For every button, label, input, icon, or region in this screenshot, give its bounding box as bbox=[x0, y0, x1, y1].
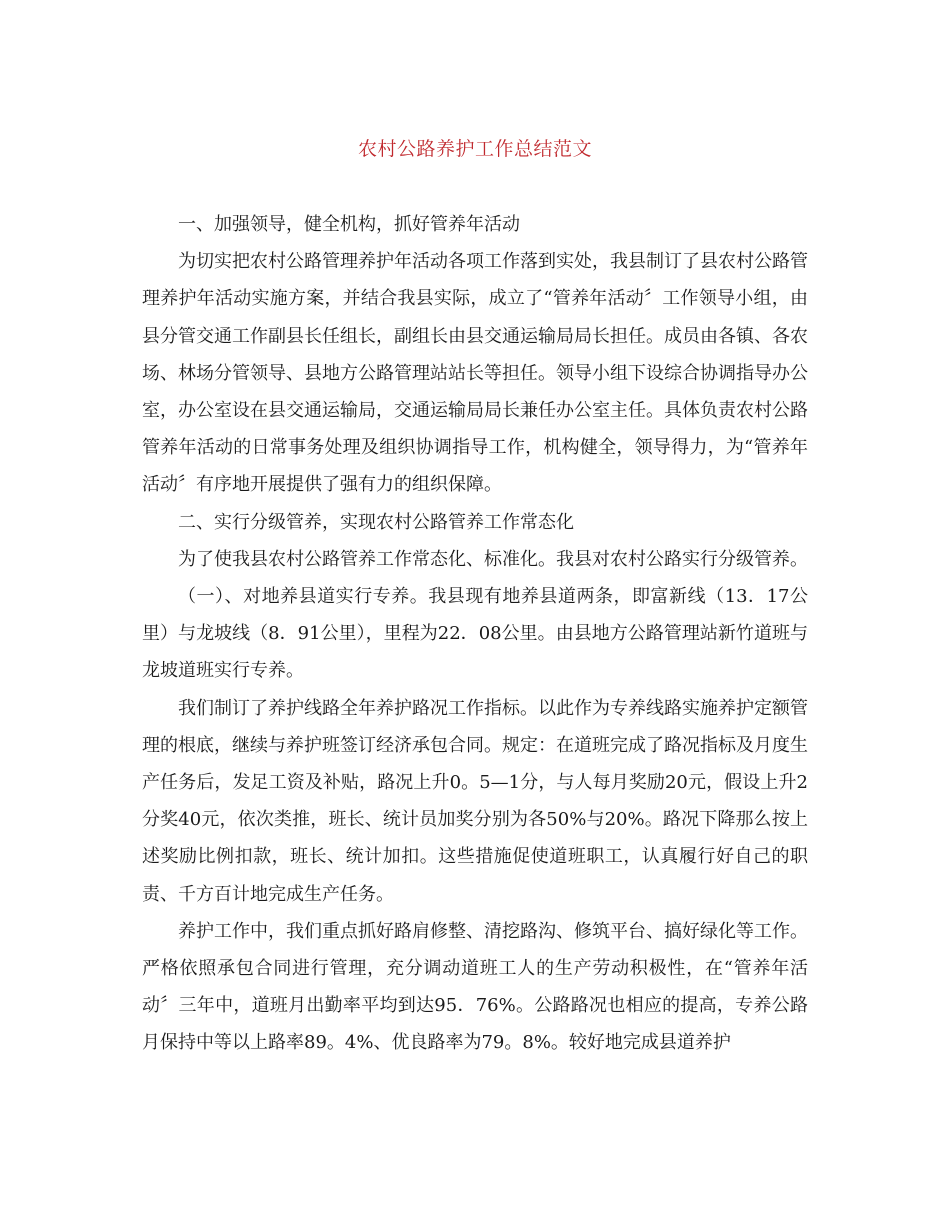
subsection-paragraph: （一）、对地养县道实行专养。我县现有地养县道两条，即富新线（13．17公里）与龙坡线（8．91公里），里程为22．08公里。由县地方公路管理站新竹道班与龙坡道班实行专养。 bbox=[142, 586, 808, 682]
section-heading-2: 二、实行分级管养，实现农村公路管养工作常态化 bbox=[178, 511, 574, 533]
document-title: 农村公路养护工作总结范文 bbox=[357, 138, 592, 160]
section-heading-1: 一、加强领导，健全机构，抓好管养年活动 bbox=[178, 214, 520, 235]
paragraph: 为了使我县农村公路管养工作常态化、标准化。我县对农村公路实行分级管养。 bbox=[178, 548, 808, 570]
paragraph: 我们制订了养护线路全年养护路况工作指标。以此作为专养线路实施养护定额管理的根底，继续与养护班签订经济承包合同。规定：在道班完成了路况指标及月度生产任务后，发足工资及补贴，路况上升0。5—1分，与人每月奖励20元，假设上升2分奖40元，依次类推，班长、统计员加奖分别为各50%与20%。路况下降那么按上述奖励比例扣款，班长、统计加扣。这些措施促使道班职工，认真履行好自己的职责、千方百计地完成生产任务。 bbox=[142, 697, 808, 905]
paragraph: 养护工作中，我们重点抓好路肩修整、清挖路沟、修筑平台、搞好绿化等工作。严格依照承包合同进行管理，充分调动道班工人的生产劳动积极性，在“管养年活动〞三年中，道班月出勤率平均到达95．76%。公路路况也相应的提高，专养公路月保持中等以上路率89。4%、优良路率为79。8%。较好地完成县道养护 bbox=[142, 920, 808, 1054]
document-body bbox=[142, 206, 808, 1062]
paragraph: 为切实把农村公路管理养护年活动各项工作落到实处，我县制订了县农村公路管理养护年活动实施方案，并结合我县实际，成立了“管养年活动〞工作领导小组，由县分管交通工作副县长任组长，副组长由县交通运输局局长担任。成员由各镇、各农场、林场分管领导、县地方公路管理站站长等担任。领导小组下设综合协调指导办公室，办公室设在县交通运输局，交通运输局局长兼任办公室主任。具体负责农村公路管养年活动的日常事务处理及组织协调指导工作，机构健全，领导得力，为“管养年活动〞有序地开展提供了强有力的组织保障。 bbox=[142, 251, 808, 496]
